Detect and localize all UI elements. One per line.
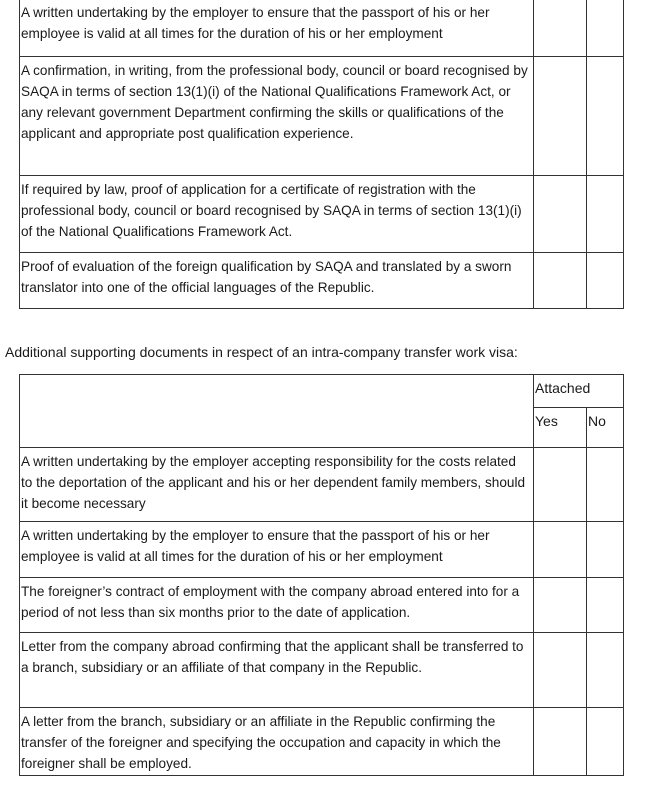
requirement-text: A confirmation, in writing, from the professional body, council or board recognised by SAQA in terms of section 13(1)(i) of the National Qualifications Framework Act, or any relevant government Department confirming the skills or qualifications of the applicant and appropriate post qualification experience. bbox=[20, 57, 534, 176]
requirement-text: A written undertaking by the employer to ensure that the passport of his or her employee is valid at all times for the duration of his or her employment bbox=[20, 522, 534, 578]
no-checkbox-cell[interactable] bbox=[587, 708, 624, 776]
no-checkbox-cell[interactable] bbox=[587, 633, 624, 708]
yes-checkbox-cell[interactable] bbox=[534, 57, 587, 176]
requirement-text: A written undertaking by the employer accepting responsibility for the costs related to the deportation of the applicant and his or her dependent family members, should it become necessary bbox=[20, 448, 534, 522]
requirement-text: Letter from the company abroad confirming that the applicant shall be transferred to a branch, subsidiary or an affiliate of that company in the Republic. bbox=[20, 633, 534, 708]
yes-checkbox-cell[interactable] bbox=[534, 253, 587, 309]
yes-checkbox-cell[interactable] bbox=[534, 448, 587, 522]
no-checkbox-cell[interactable] bbox=[587, 0, 624, 57]
yes-header: Yes bbox=[534, 408, 587, 448]
table-row bbox=[20, 176, 624, 253]
yes-checkbox-cell[interactable] bbox=[534, 176, 587, 253]
yes-checkbox-cell[interactable] bbox=[534, 578, 587, 633]
intra-company-transfer-table bbox=[19, 374, 624, 776]
table-row bbox=[20, 0, 624, 57]
no-checkbox-cell[interactable] bbox=[587, 176, 624, 253]
requirement-text: A letter from the branch, subsidiary or an affiliate in the Republic confirming the transfer of the foreigner and specifying the occupation and capacity in which the foreigner shall be employed. bbox=[20, 708, 534, 776]
no-checkbox-cell[interactable] bbox=[587, 253, 624, 309]
yes-checkbox-cell[interactable] bbox=[534, 633, 587, 708]
requirement-text: Proof of evaluation of the foreign qualification by SAQA and translated by a sworn translator into one of the official languages of the Republic. bbox=[20, 253, 534, 309]
requirement-text: A written undertaking by the employer to ensure that the passport of his or her employee is valid at all times for the duration of his or her employment bbox=[20, 0, 534, 57]
no-checkbox-cell[interactable] bbox=[587, 57, 624, 176]
table-row bbox=[20, 578, 624, 633]
requirements-table bbox=[19, 0, 624, 309]
attached-header: Attached bbox=[534, 375, 624, 408]
table-row bbox=[20, 522, 624, 578]
no-checkbox-cell[interactable] bbox=[587, 522, 624, 578]
table-row bbox=[20, 253, 624, 309]
requirement-text: The foreigner’s contract of employment with the company abroad entered into for a period of not less than six months prior to the date of application. bbox=[20, 578, 534, 633]
section-heading: Additional supporting documents in respect of an intra-company transfer work visa: bbox=[5, 344, 518, 360]
requirement-text: If required by law, proof of application for a certificate of registration with the professional body, council or board recognised by SAQA in terms of section 13(1)(i) of the National Qualifications Framework Act. bbox=[20, 176, 534, 253]
header-blank-cell bbox=[20, 375, 534, 448]
no-checkbox-cell[interactable] bbox=[587, 578, 624, 633]
table-row bbox=[20, 708, 624, 776]
yes-checkbox-cell[interactable] bbox=[534, 708, 587, 776]
table-row bbox=[20, 633, 624, 708]
table-row bbox=[20, 448, 624, 522]
yes-checkbox-cell[interactable] bbox=[534, 0, 587, 57]
yes-checkbox-cell[interactable] bbox=[534, 522, 587, 578]
header-row bbox=[20, 375, 624, 408]
no-checkbox-cell[interactable] bbox=[587, 448, 624, 522]
table-row bbox=[20, 57, 624, 176]
no-header: No bbox=[587, 408, 624, 448]
